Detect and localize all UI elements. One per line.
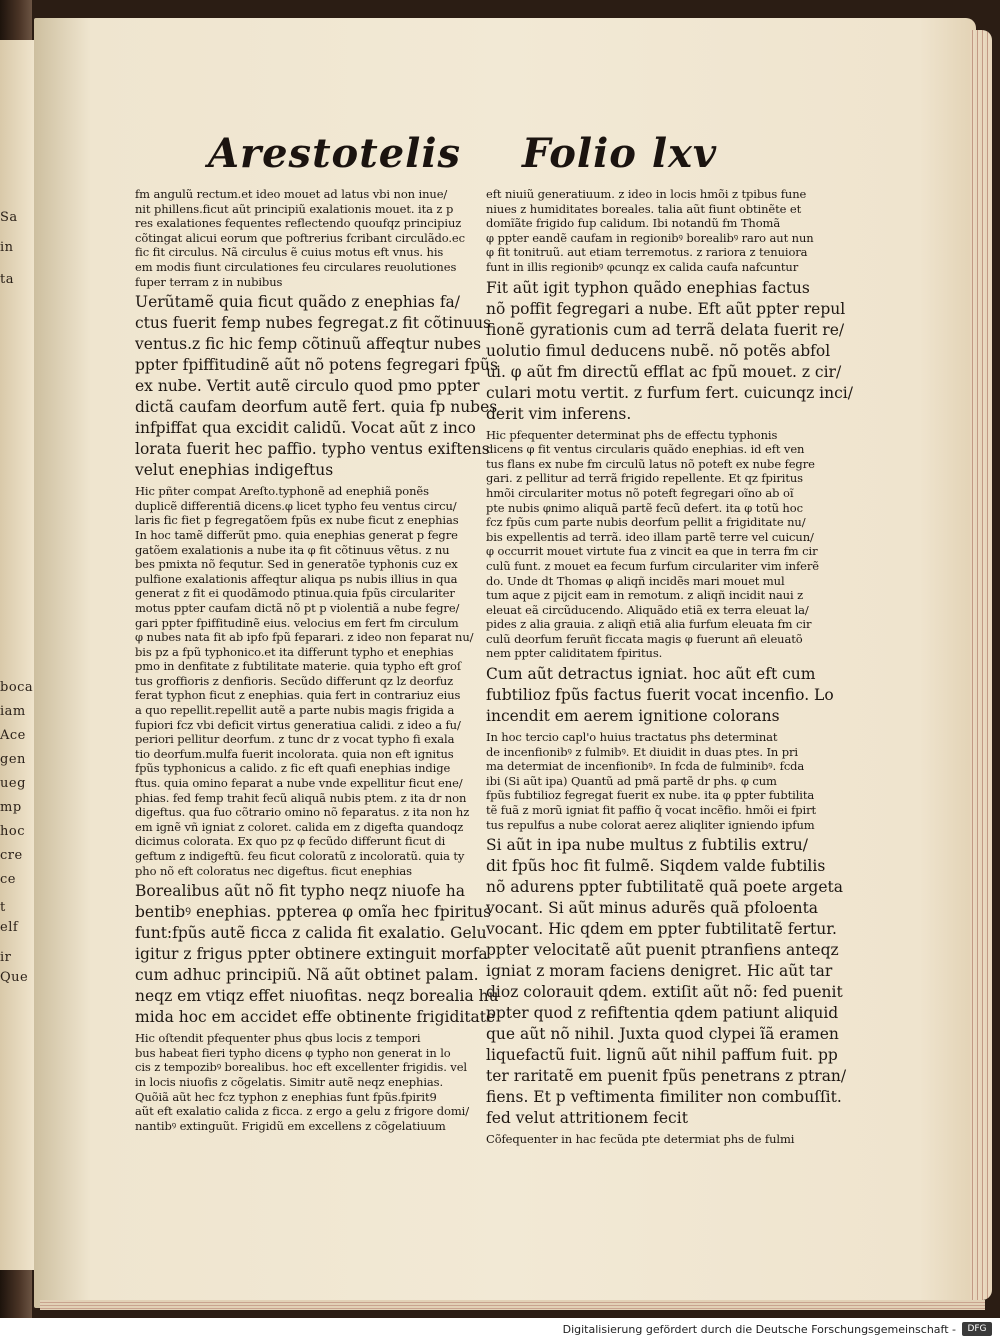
text-line: do. Unde dt Thomas φ aliqñ incidẽs mari mouet mul: [486, 573, 785, 588]
text-line: eleuat eã circũducendo. Aliquãdo etiã ex terra eleuat la/: [486, 602, 809, 617]
prev-page-text-fragment: gen: [0, 752, 26, 767]
text-line: tus flans ex nube fm circulũ latus nõ poteft ex nube fegre: [486, 456, 815, 471]
text-line: bis expellentis ad terrã. ideo illam partẽ terre vel cuicun/: [486, 529, 814, 544]
text-line: motus ppter caufam dictã nõ pt p violentiã a nube fegre/: [135, 600, 460, 615]
text-line: cis z tempozibꝰ borealibus. hoc eft excellenter frigidis. vel: [135, 1060, 467, 1075]
text-line: phias. fed femp trahit fecũ aliquã nubis ptem. z ita dr non: [135, 790, 467, 805]
text-line: neqz em vtiqz effet niuofitas. neqz borealia hu: [135, 987, 499, 1006]
text-line: Uerũtamẽ quia ficut quãdo z enephias fa/: [135, 293, 461, 312]
text-line: ter raritatẽ em puenit fpũs penetrans z ptran/: [486, 1067, 847, 1086]
text-line: funt in illis regionibꝰ φcunqz ex calida caufa nafcuntur: [486, 259, 799, 274]
text-line: tẽ fuã z morũ igniat fit paffio q̃ vocat incẽfio. hmõi ei fpirt: [486, 803, 817, 818]
prev-page-text-fragment: elf: [0, 920, 19, 935]
text-line: laris fic fiet p fegregatõem fpũs ex nube ficut z enephias: [135, 513, 459, 528]
text-line: derit vim inferens.: [486, 404, 632, 423]
text-line: dit fpũs hoc fit fulmẽ. Siqdem valde fubtilis: [486, 857, 826, 876]
prev-page-text-fragment: cre: [0, 848, 23, 863]
text-line: eft niuiũ generatiuum. z ideo in locis hmõi z tpibus fune: [486, 187, 807, 201]
text-line: tum aque z pijcit eam in remotum. z aliqñ incidit naui z: [486, 588, 804, 603]
text-line: pte nubis φnimo aliquã partẽ fecũ defert. ita φ totũ hoc: [486, 500, 803, 515]
text-line: Si aũt in ipa nube multus z fubtilis extru/: [486, 836, 808, 855]
text-line: fpũs fubtilioz fegregat fuerit ex nube. ita φ ppter fubtilita: [486, 788, 815, 803]
text-line: de incenfionibꝰ z fulmibꝰ. Et diuidit in duas ptes. In pri: [486, 744, 798, 759]
text-line: ferat typhon ficut z enephias. quia fert in contrariuz eius: [135, 688, 461, 703]
text-line: φ fit tonitruũ. aut etiam terremotus. z rariora z tenuiora: [486, 245, 808, 260]
text-line: igniat z moram faciens denigret. Hic aũt tar: [486, 962, 833, 981]
text-line: nõ adurens ppter fubtilitatẽ quã poete argeta: [486, 878, 843, 897]
text-line: bis pz a fpũ typhonico.et ita differunt typho et enephias: [135, 644, 454, 659]
prev-page-text-fragment: t: [0, 900, 6, 915]
text-line: pides z alia grauia. z aliqñ etiã alia furfum eleuata fm cir: [486, 617, 812, 632]
text-line: ppter velocitatẽ aũt puenit ptranfiens anteqz: [486, 941, 839, 960]
commentary-paragraph: [486, 187, 816, 275]
text-line: duplicẽ differentiã dicens.φ licet typho feu ventus circu/: [135, 498, 457, 513]
text-line: igitur z frigus ppter obtinere extinguit morfa: [135, 945, 488, 964]
text-line: dicens φ fit ventus circularis quãdo enephias. id eft ven: [486, 442, 805, 457]
text-line: infpiffat qua excidit calidũ. Vocat aũt z inco: [135, 419, 476, 438]
text-paragraph: [135, 292, 498, 481]
text-line: tus repulfus a nube colorat aerez aliqliter igniendo ipfum: [486, 817, 815, 832]
text-line: In hoc tercio capl'o huius tractatus phs determinat: [486, 730, 778, 745]
text-line: funt:fpũs autẽ ficca z calida fit exalatio. Gelu: [135, 924, 487, 943]
text-line: liquefactũ fuit. lignũ aũt nihil paffum fuit. pp: [486, 1046, 838, 1065]
prev-page-text-fragment: Que: [0, 970, 29, 985]
text-line: Hic oſtendit pfequenter phus qbus locis z tempori: [135, 1031, 421, 1046]
text-line: culũ funt. z mouet ea fecum furfum circulariter vim inferẽ: [486, 558, 819, 573]
commentary-paragraph: [486, 1132, 816, 1147]
text-line: a quo repellit.repellit autẽ a parte nubis magis frigida a: [135, 703, 455, 718]
text-line: tus groffioris z denfioris. Secũdo differunt qz lz deorfuz: [135, 673, 454, 688]
text-line: bentibꝰ enephias. ppterea φ omĩa hec fpiritus: [135, 903, 492, 922]
text-line: lorata fuerit hec paffio. typho ventus exiftens: [135, 440, 490, 459]
text-line: φ nubes nata fit ab ipfo fpũ feparari. z ideo non feparat nu/: [135, 630, 474, 645]
text-line: fic fit circulus. Nã circulus ẽ cuius motus eft vnus. his: [135, 245, 444, 260]
text-line: gari. z pellitur ad terrã frigido repellente. Et qz fpiritus: [486, 471, 803, 486]
text-line: culũ deorfum feruñt ficcata magis φ fuerunt añ eleuatõ: [486, 631, 803, 646]
text-line: nem ppter caliditatem fpiritus.: [486, 646, 663, 661]
text-line: Cõfequenter in hac fecũda pte determiat phs de fulmi: [486, 1132, 795, 1147]
text-line: nõ poffit fegregari a nube. Eft aũt ppter repul: [486, 299, 846, 318]
text-line: fm angulũ rectum.et ideo mouet ad latus vbi non inue/: [135, 187, 448, 201]
text-line: que aũt nõ nihil. Juxta quod clypei ĩã eramen: [486, 1025, 839, 1044]
text-paragraph: [486, 664, 834, 727]
text-line: cum adhuc principiũ. Nã aũt obtinet palam.: [135, 966, 479, 985]
footer-bar: [0, 1318, 1000, 1342]
text-line: pulfione exalationis affeqtur aliqua ps nubis illius in qua: [135, 571, 458, 586]
text-line: in locis niuofis z cõgelatis. Simitr autẽ neqz enephias.: [135, 1074, 444, 1089]
text-line: ui. φ aũt fm directũ efflat ac fpũ mouet. z cir/: [486, 362, 842, 381]
text-line: φ occurrit mouet virtute fua z vincit ea que in terra fm cir: [486, 544, 818, 559]
prev-page-text-fragment: mp: [0, 800, 22, 815]
text-line: Borealibus aũt nõ fit typho neqz niuofe ha: [135, 882, 465, 901]
prev-page-text-fragment: hoc: [0, 824, 25, 839]
text-column-right: [486, 187, 853, 1150]
text-line: mida hoc em accidet effe obtinente frigiditate: [135, 1008, 496, 1027]
prev-page-text-fragment: in: [0, 240, 14, 255]
text-column-left: [135, 187, 499, 1136]
text-paragraph: [486, 278, 853, 425]
text-line: Quõiã aũt hec fcz typhon z enephias funt fpũs.fpirit9: [135, 1089, 437, 1104]
text-line: culari motu vertit. z furfum fert. cuicunqz inci/: [486, 383, 853, 402]
prev-page-text-fragment: iam: [0, 704, 26, 719]
text-line: aũt eft exalatio calida z ficca. z ergo a gelu z frigore domi/: [135, 1104, 469, 1119]
text-line: pmo in denfitate z fubtilitate materie. quia typho eft groſ: [135, 659, 461, 674]
prev-page-text-fragment: Ace: [0, 728, 26, 743]
text-line: vocant. Hic qdem em ppter fubtilitatẽ fertur.: [486, 920, 837, 939]
text-line: uolutio fimul deducens nubẽ. nõ potẽs abfol: [486, 341, 831, 360]
text-line: bus habeat fieri typho dicens φ typho non generat in lo: [135, 1045, 451, 1060]
text-line: fubtilioz fpũs factus fuerit vocat incenfio. Lo: [486, 686, 834, 705]
text-line: fpũs typhonicus a calido. z fic eft quafi enephias indige: [135, 761, 451, 776]
text-line: ppter quod z refiftentia qdem patiunt aliquid: [486, 1004, 839, 1023]
text-line: geftum z indigeftũ. feu ficut coloratũ z incoloratũ. quia ty: [135, 849, 465, 863]
prev-page-text-fragment: ueg: [0, 776, 26, 791]
text-line: fupiori fcz vbi deficit virtus generatiua calidi. z ideo a fu/: [135, 717, 461, 732]
text-line: velut enephias indigeftus: [135, 461, 334, 480]
text-line: hmõi circulariter motus nõ poteft fegregari oĩno ab oĩ: [486, 485, 794, 500]
text-line: ctus fuerit femp nubes fegregat.z fit cõtinuus: [135, 314, 492, 333]
text-line: ppter fpiffitudinẽ aũt nõ potens fegregari fpũs: [135, 356, 498, 375]
text-line: cõtingat alicui eorum que poftrerius fcribant circulãdo.ec: [135, 230, 465, 245]
text-line: Cum aũt detractus igniat. hoc aũt eft cum: [486, 665, 816, 684]
text-line: gatõem exalationis a nube ita φ fit cõtinuus vẽtus. z nu: [135, 542, 450, 557]
funding-credit: Digitalisierung gefördert durch die Deutsche Forschungsgemeinschaft -: [562, 1323, 956, 1336]
prev-page-text-fragment: boca: [0, 680, 34, 695]
text-line: digeftus. qua fuo cõtrario omino nõ feparatus. z ita non hz: [135, 805, 470, 820]
text-line: generat z fit ei quodãmodo ptinua.quia fpũs circulariter: [135, 586, 455, 601]
text-line: incendit em aerem ignitione colorans: [486, 707, 780, 726]
text-line: fionẽ gyrationis cum ad terrã delata fuerit re/: [486, 320, 845, 339]
text-line: gari ppter fpiffitudinẽ eius. velocius em fert fm circulum: [135, 615, 459, 630]
commentary-paragraph: [486, 427, 819, 662]
prev-page-text-fragment: ta: [0, 272, 14, 287]
text-line: nit phillens.ficut aũt principiũ exalationis mouet. ita z p: [135, 201, 454, 216]
text-line: periori pellitur deorfum. z tunc dr z vocat typho fi exala: [135, 732, 455, 747]
prev-page-text-fragment: ir: [0, 950, 12, 965]
text-line: fiens. Et p veftimenta fimiliter non combuſſit.: [486, 1088, 842, 1107]
text-line: ibi (Si aũt ipa) Quantũ ad pmã partẽ dr phs. φ cum: [486, 773, 777, 788]
previous-page-fragment: [0, 40, 34, 1270]
text-paragraph: [135, 881, 499, 1028]
commentary-paragraph: [135, 1031, 480, 1133]
text-line: em ignẽ vñ igniat z coloret. calida em z digefta quandoqz: [135, 819, 464, 834]
text-line: ventus.z fic hic femp cõtinuũ affeqtur nubes: [135, 335, 482, 354]
commentary-paragraph: [486, 730, 816, 832]
folio-number: Folio lxv: [522, 130, 718, 177]
text-line: dioz colorauit qdem. extiſit aũt nõ: fed puenit: [486, 983, 843, 1002]
text-line: ma determiat de incenfionibꝰ. In fcda de fulminibꝰ. fcda: [486, 759, 805, 774]
text-line: dicimus colorata. Ex quo pz φ fecũdo differunt ficut di: [135, 834, 446, 849]
text-line: domĩãte frigido fup calidum. Ibi notandũ fm Thomã: [486, 216, 781, 231]
text-line: nantibꝰ extinguũt. Frigidũ em excellens z cõgelatiuum: [135, 1118, 446, 1133]
text-paragraph: [486, 835, 847, 1129]
page-stack-bottom: [40, 1300, 985, 1310]
text-line: tio deorfum.mulfa fuerit incolorata. quia non eft ignitus: [135, 746, 454, 761]
text-line: bes pmixta nõ fequtur. Sed in generatõe typhonis cuz ex: [135, 557, 458, 572]
text-line: Hic pñter compat Areſto.typhonẽ ad enephiã ponẽs: [135, 484, 429, 499]
dfg-logo: DFG: [962, 1322, 992, 1336]
text-line: pho nõ eft coloratus nec digeftus. ficut enephias: [135, 863, 412, 878]
text-line: Fit aũt igit typhon quãdo enephias factus: [486, 278, 810, 297]
prev-page-text-fragment: ce: [0, 872, 16, 887]
text-line: ex nube. Vertit autẽ circulo quod pmo ppter: [135, 377, 480, 396]
running-head-title: Arestotelis: [208, 130, 462, 177]
text-line: res exalationes fequentes reflectendo quoufqz principiuz: [135, 216, 462, 231]
text-line: em modis fiunt circulationes feu circulares reuolutiones: [135, 259, 457, 274]
commentary-paragraph: [135, 484, 480, 878]
text-line: fcz fpũs cum parte nubis deorfum pellit a frigiditate nu/: [486, 515, 806, 530]
text-line: fed velut attritionem fecit: [486, 1109, 688, 1128]
text-line: dictã caufam deorfum autẽ fert. quia fp nubes: [135, 398, 498, 417]
text-line: In hoc tamẽ differũt pmo. quia enephias generat p fegre: [135, 527, 458, 542]
prev-page-text-fragment: Sa: [0, 210, 18, 225]
page-stack-edge: [970, 30, 992, 1300]
text-line: φ ppter eandẽ caufam in regionibꝰ borealibꝰ raro aut nun: [486, 230, 814, 245]
text-line: niues z humiditates boreales. talia aũt fiunt obtinẽte et: [486, 201, 802, 216]
text-line: vocant. Si aũt minus adurẽs quã pfoloenta: [486, 899, 819, 918]
commentary-paragraph: [135, 187, 480, 289]
text-line: fuper terram z in nubibus: [135, 274, 283, 289]
text-line: ftus. quia omino feparat a nube vnde expellitur ficut ene/: [135, 776, 463, 791]
text-line: Hic pfequenter determinat phs de effectu typhonis: [486, 427, 778, 442]
